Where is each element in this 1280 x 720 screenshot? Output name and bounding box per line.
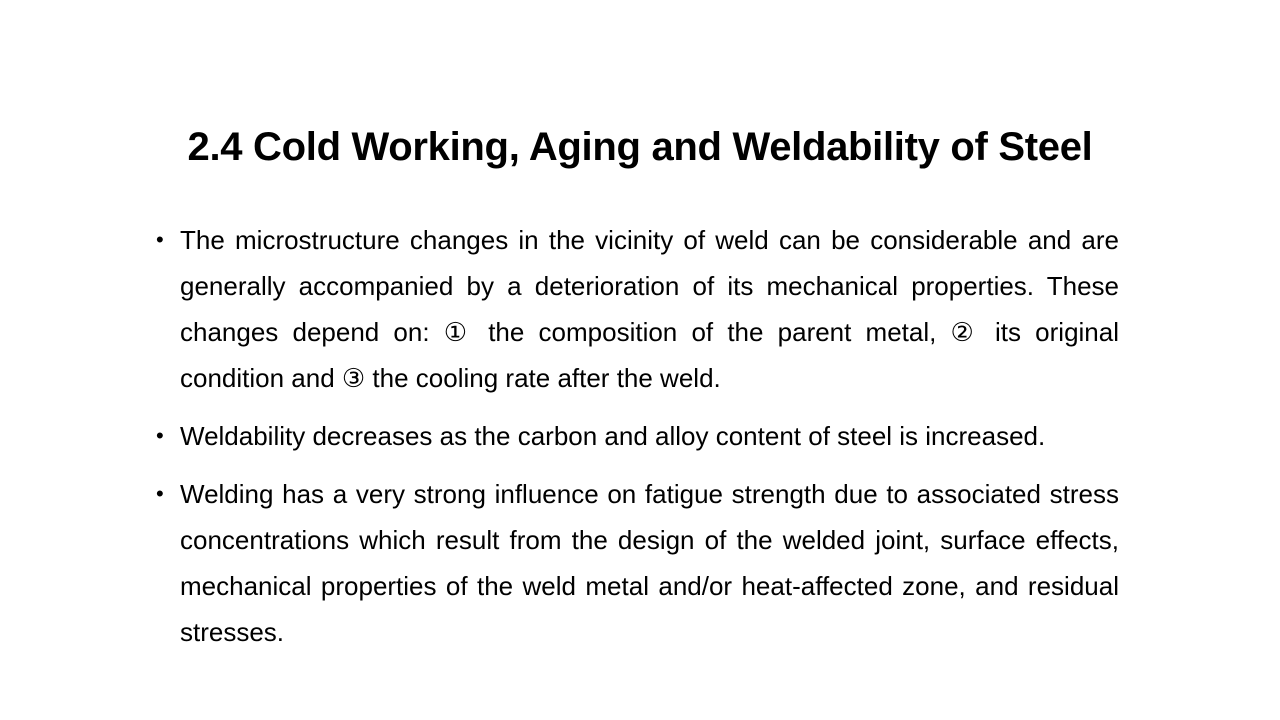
bullet-text: Welding has a very strong influence on fatigue strength due to associated stress concentrations which result from the design of the welded joint, surface effects, mechanical properties of the weld metal and/or heat-affected zone, and residual stresses. bbox=[180, 479, 1119, 647]
bullet-text: Weldability decreases as the carbon and alloy content of steel is increased. bbox=[180, 421, 1046, 451]
bullet-text: The microstructure changes in the vicinity of weld can be considerable and are generally accompanied by a deterioration of its mechanical properties. These changes depend on: ① the composition of the parent metal, ② its original condition and ③ the cooling rate after the weld. bbox=[180, 225, 1119, 393]
slide-title: 2.4 Cold Working, Aging and Weldability of Steel bbox=[187, 125, 1093, 169]
bullet-item bbox=[156, 217, 1119, 401]
bullet-item bbox=[156, 413, 1119, 459]
bullet-item bbox=[156, 471, 1119, 655]
bullet-list bbox=[156, 217, 1119, 667]
bullet-dot-icon: • bbox=[156, 227, 164, 252]
bullet-dot-icon: • bbox=[156, 423, 164, 448]
bullet-dot-icon: • bbox=[156, 481, 164, 506]
